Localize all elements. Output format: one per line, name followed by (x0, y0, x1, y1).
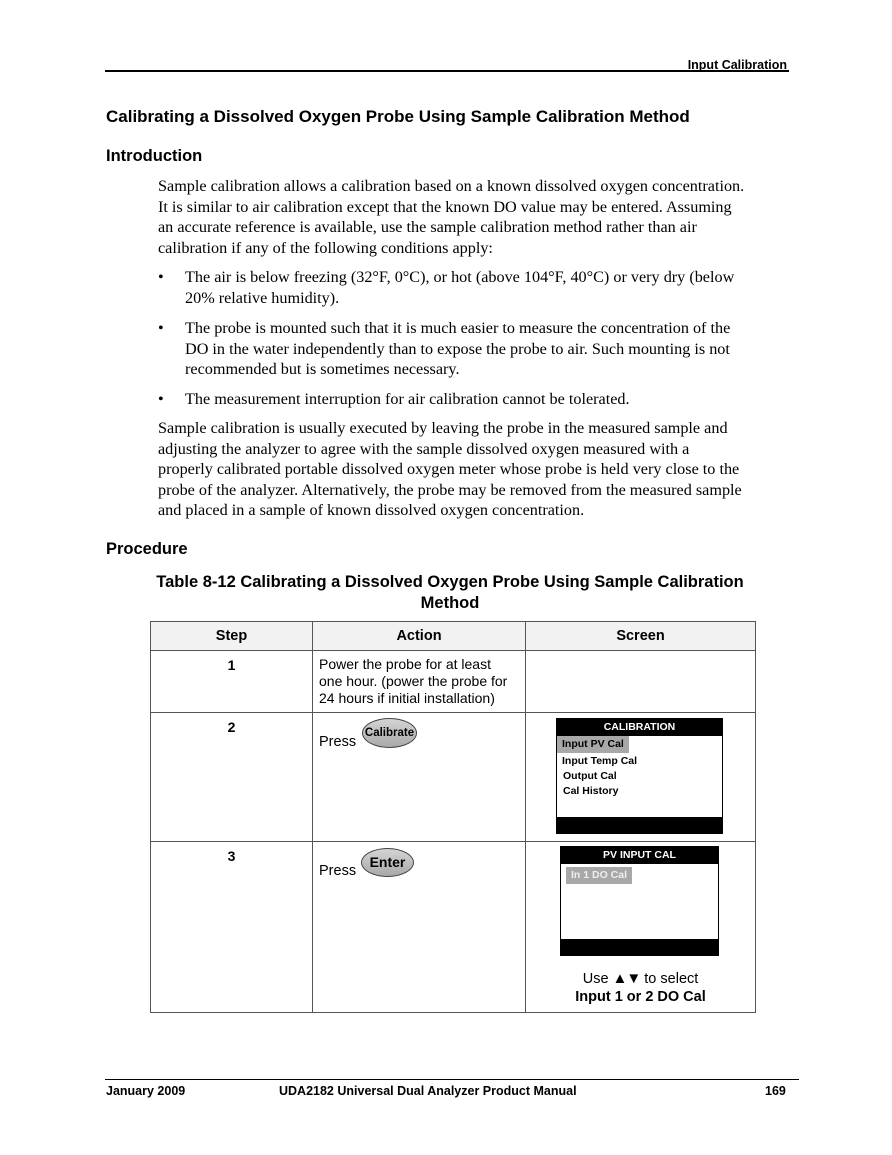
list-item-line: The probe is mounted such that it is much easier to measure the concentration of the (185, 319, 731, 337)
column-header-screen: Screen (526, 622, 756, 651)
action-cell (313, 842, 526, 1013)
note-suffix: to select (644, 971, 699, 987)
table-caption (130, 572, 770, 614)
introduction-heading: Introduction (106, 147, 203, 165)
menu-item[interactable]: Input Temp Cal (562, 755, 638, 767)
caption-line: Table 8-12 Calibrating a Dissolved Oxygen Probe Using Sample Calibration (156, 573, 744, 591)
step-number: 1 (151, 651, 313, 713)
press-label: Press (319, 734, 357, 750)
screen-cell (526, 651, 756, 713)
step-number: 3 (151, 842, 313, 1013)
screen-footer-bar (561, 939, 718, 955)
list-item-line: recommended but is sometimes necessary. (185, 360, 460, 378)
screen-cell (526, 713, 756, 842)
screen-title: PV INPUT CAL (561, 847, 718, 864)
procedure-table (150, 621, 756, 1013)
up-down-arrows-icon: ▲▼ (612, 970, 641, 987)
note-prefix: Use (582, 971, 609, 987)
screen-footer-bar (557, 817, 722, 833)
list-item-line: DO in the water independently than to expose the probe to air. Such mounting is not (185, 339, 730, 358)
column-header-action: Action (313, 622, 526, 651)
column-header-step: Step (151, 622, 313, 651)
section-title: Calibrating a Dissolved Oxygen Probe Using Sample Calibration Method (106, 107, 690, 126)
page-number: 169 (765, 1084, 786, 1098)
selection-note (526, 970, 755, 988)
pv-input-cal-screen (560, 846, 719, 956)
table-header-row (151, 622, 756, 651)
table-row (151, 713, 756, 842)
menu-item[interactable]: Output Cal (563, 770, 617, 782)
calibration-screen (556, 718, 723, 834)
paragraph-line: Sample calibration is usually executed by leaving the probe in the measured sample and (158, 419, 728, 437)
paragraph-line: Sample calibration allows a calibration based on a known dissolved oxygen concentration. (158, 177, 745, 195)
footer-rule (105, 1079, 799, 1080)
bullet-icon: • (158, 319, 164, 337)
selection-target: Input 1 or 2 DO Cal (575, 989, 706, 1005)
list-item-line: The air is below freezing (32°F, 0°C), or hot (above 104°F, 40°C) or very dry (below (185, 268, 735, 286)
step-number: 2 (151, 713, 313, 842)
press-label: Press (319, 863, 357, 879)
introduction-paragraph (158, 176, 798, 258)
table-row (151, 842, 756, 1013)
paragraph-line: probe of the analyzer. Alternatively, the probe may be removed from the measured sample (158, 480, 742, 499)
bullet-icon: • (158, 390, 164, 408)
calibrate-key-button[interactable]: Calibrate (362, 718, 417, 748)
action-cell (313, 713, 526, 842)
caption-line: Method (420, 594, 480, 612)
paragraph-line: an accurate reference is available, use the sample calibration method rather than air (158, 218, 697, 236)
procedure-heading: Procedure (106, 540, 188, 558)
bullet-icon: • (158, 268, 164, 286)
screen-title: CALIBRATION (557, 719, 722, 736)
sample-calibration-paragraph (158, 418, 798, 521)
selected-menu-item[interactable]: Input PV Cal (557, 736, 629, 753)
paragraph-line: calibration if any of the following conditions apply: (158, 238, 493, 257)
paragraph-line: It is similar to air calibration except that the known DO value may be entered. Assuming (158, 197, 732, 216)
action-line: 24 hours if initial installation) (319, 690, 495, 706)
header-rule (105, 70, 789, 72)
list-item-line: 20% relative humidity). (185, 288, 340, 307)
list-item-line: The measurement interruption for air calibration cannot be tolerated. (185, 390, 630, 408)
selected-menu-item[interactable]: In 1 DO Cal (566, 867, 632, 884)
running-header: Input Calibration (687, 58, 787, 72)
screen-cell (526, 842, 756, 1013)
enter-key-button[interactable]: Enter (361, 848, 414, 877)
paragraph-line: properly calibrated portable dissolved oxygen meter whose probe is held very close to the (158, 460, 740, 478)
action-cell (313, 651, 526, 713)
menu-item[interactable]: Cal History (563, 785, 619, 797)
paragraph-line: adjusting the analyzer to agree with the sample dissolved oxygen measured with a (158, 439, 690, 458)
footer-date: January 2009 (106, 1084, 186, 1098)
action-line: one hour. (power the probe for (319, 673, 508, 689)
table-row (151, 651, 756, 713)
action-line: Power the probe for at least (319, 656, 491, 672)
paragraph-line: and placed in a sample of known dissolved oxygen concentration. (158, 501, 585, 519)
footer-manual-title: UDA2182 Universal Dual Analyzer Product Manual (279, 1084, 577, 1098)
